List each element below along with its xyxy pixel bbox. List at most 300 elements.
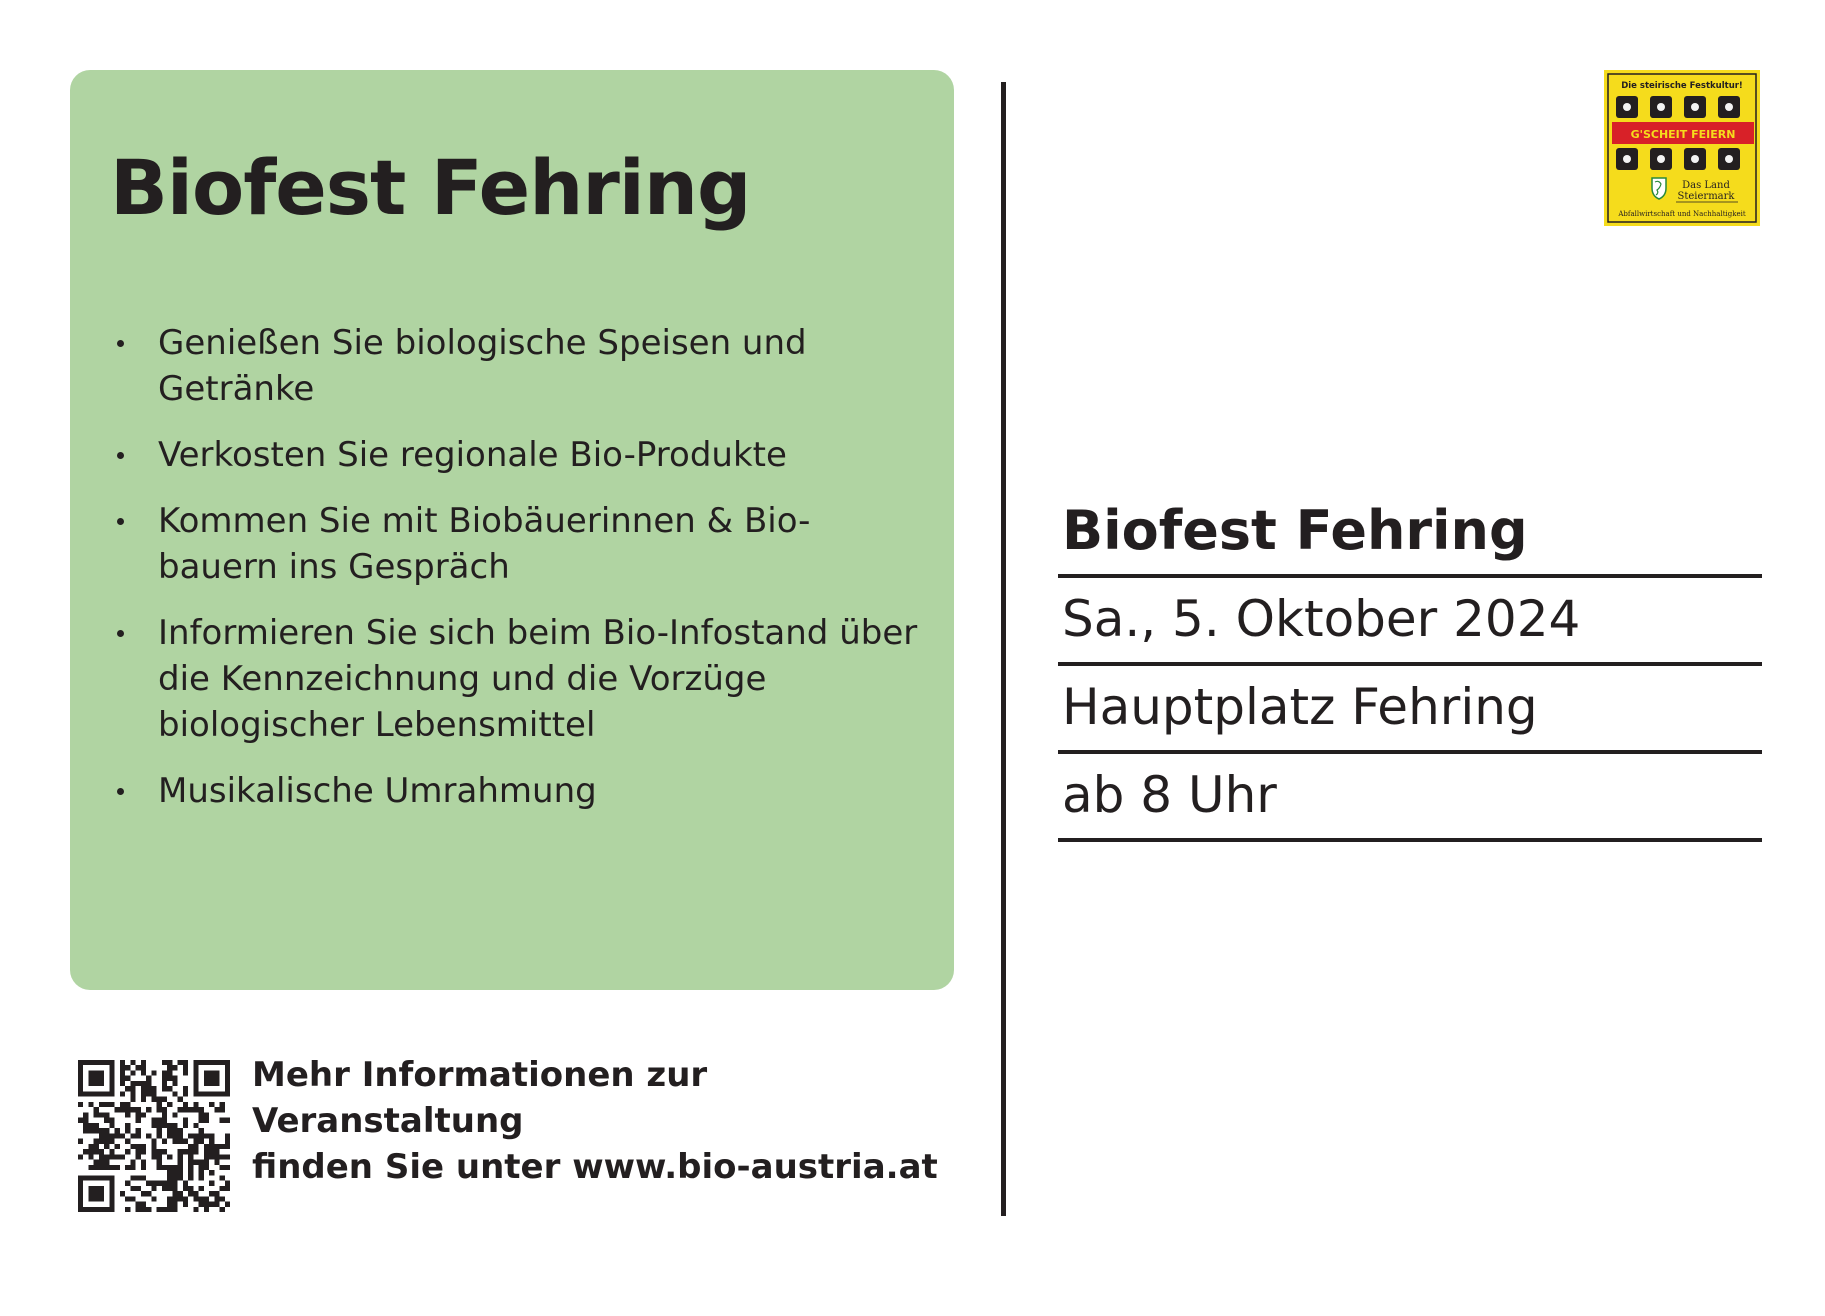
qr-module <box>109 1070 114 1075</box>
qr-module <box>172 1175 177 1180</box>
qr-module <box>99 1191 104 1196</box>
qr-module <box>146 1207 151 1212</box>
qr-module <box>136 1065 141 1070</box>
qr-module <box>99 1133 104 1138</box>
qr-module <box>204 1149 209 1154</box>
qr-module <box>146 1076 151 1081</box>
qr-module <box>141 1202 146 1207</box>
qr-module <box>157 1154 162 1159</box>
qr-module <box>157 1149 162 1154</box>
qr-module <box>172 1202 177 1207</box>
qr-module <box>167 1175 172 1180</box>
qr-module <box>120 1107 125 1112</box>
qr-module <box>109 1191 114 1196</box>
qr-module <box>220 1196 225 1201</box>
qr-module <box>214 1091 219 1096</box>
qr-module <box>167 1165 172 1170</box>
qr-module <box>88 1128 93 1133</box>
qr-module <box>78 1070 83 1075</box>
qr-module <box>162 1060 167 1065</box>
list-item <box>110 320 920 412</box>
qr-module <box>167 1065 172 1070</box>
qr-module <box>214 1160 219 1165</box>
qr-module <box>162 1123 167 1128</box>
qr-module <box>88 1207 93 1212</box>
logo-banner-text: G'SCHEIT FEIERN <box>1630 128 1736 141</box>
qr-module <box>157 1107 162 1112</box>
qr-module <box>225 1070 230 1075</box>
qr-module <box>220 1144 225 1149</box>
qr-module <box>225 1086 230 1091</box>
qr-module <box>162 1070 167 1075</box>
event-title: Biofest Fehring <box>1058 496 1762 578</box>
qr-module <box>88 1154 93 1159</box>
qr-module <box>136 1144 141 1149</box>
qr-module <box>209 1149 214 1154</box>
qr-module <box>151 1086 156 1091</box>
bullet-icon <box>117 452 124 459</box>
qr-module <box>188 1160 193 1165</box>
qr-module <box>146 1081 151 1086</box>
list-item <box>110 610 920 748</box>
qr-module <box>141 1060 146 1065</box>
qr-module <box>172 1123 177 1128</box>
qr-module <box>151 1186 156 1191</box>
qr-module <box>94 1139 99 1144</box>
qr-module <box>214 1202 219 1207</box>
qr-module <box>125 1102 130 1107</box>
qr-module <box>178 1097 183 1102</box>
qr-module <box>204 1144 209 1149</box>
qr-module <box>172 1081 177 1086</box>
qr-module <box>120 1076 125 1081</box>
qr-module <box>162 1076 167 1081</box>
qr-module <box>130 1060 135 1065</box>
qr-module <box>204 1081 209 1086</box>
qr-module <box>162 1112 167 1117</box>
qr-module <box>88 1091 93 1096</box>
qr-module <box>172 1207 177 1212</box>
qr-module <box>178 1149 183 1154</box>
qr-module <box>83 1123 88 1128</box>
qr-module <box>162 1207 167 1212</box>
qr-module <box>178 1196 183 1201</box>
qr-module <box>78 1186 83 1191</box>
qr-module <box>178 1175 183 1180</box>
qr-module <box>157 1118 162 1123</box>
qr-module <box>209 1070 214 1075</box>
qr-module <box>78 1191 83 1196</box>
qr-module <box>183 1196 188 1201</box>
qr-module <box>193 1065 198 1070</box>
qr-module <box>199 1186 204 1191</box>
qr-code-icon[interactable] <box>78 1060 230 1212</box>
qr-module <box>115 1128 120 1133</box>
qr-module <box>83 1149 88 1154</box>
qr-module <box>83 1175 88 1180</box>
qr-module <box>188 1175 193 1180</box>
qr-module <box>94 1060 99 1065</box>
qr-module <box>78 1060 83 1065</box>
qr-module <box>141 1207 146 1212</box>
qr-module <box>94 1191 99 1196</box>
qr-module <box>199 1118 204 1123</box>
qr-module <box>167 1128 172 1133</box>
list-item-text: Kommen Sie mit Biobäuerinnen & Bio-bauern ins Gespräch <box>158 501 811 587</box>
qr-module <box>172 1191 177 1196</box>
qr-module <box>178 1165 183 1170</box>
more-info-text <box>252 1052 972 1190</box>
qr-module <box>204 1207 209 1212</box>
qr-module <box>83 1060 88 1065</box>
qr-module <box>183 1091 188 1096</box>
qr-module <box>193 1076 198 1081</box>
qr-module <box>130 1097 135 1102</box>
qr-module <box>204 1196 209 1201</box>
qr-module <box>209 1133 214 1138</box>
logo-org-line-2: Steiermark <box>1677 191 1735 202</box>
info-card <box>70 70 954 990</box>
qr-module <box>178 1170 183 1175</box>
event-details <box>1058 496 1762 842</box>
qr-module <box>88 1175 93 1180</box>
feature-list <box>110 320 920 834</box>
qr-module <box>178 1154 183 1159</box>
qr-module <box>204 1165 209 1170</box>
qr-module <box>209 1102 214 1107</box>
qr-module <box>141 1070 146 1075</box>
qr-module <box>209 1144 214 1149</box>
qr-module <box>115 1165 120 1170</box>
qr-module <box>178 1139 183 1144</box>
qr-module <box>109 1102 114 1107</box>
qr-module <box>88 1102 93 1107</box>
qr-module <box>188 1149 193 1154</box>
qr-module <box>99 1102 104 1107</box>
qr-module <box>214 1081 219 1086</box>
qr-module <box>141 1086 146 1091</box>
qr-module <box>120 1060 125 1065</box>
qr-module <box>120 1154 125 1159</box>
qr-module <box>88 1186 93 1191</box>
qr-module <box>225 1118 230 1123</box>
qr-module <box>136 1133 141 1138</box>
logo-org-line-1: Das Land <box>1682 180 1730 191</box>
qr-module <box>141 1091 146 1096</box>
bullet-icon <box>117 630 124 637</box>
card-title: Biofest Fehring <box>110 143 751 232</box>
qr-module <box>125 1207 130 1212</box>
qr-module <box>220 1186 225 1191</box>
qr-module <box>130 1081 135 1086</box>
qr-module <box>225 1091 230 1096</box>
qr-module <box>78 1139 83 1144</box>
qr-module <box>151 1196 156 1201</box>
qr-module <box>162 1181 167 1186</box>
event-time: ab 8 Uhr <box>1058 754 1762 842</box>
qr-module <box>151 1139 156 1144</box>
qr-module <box>199 1175 204 1180</box>
qr-module <box>94 1149 99 1154</box>
qr-module <box>146 1181 151 1186</box>
qr-module <box>183 1186 188 1191</box>
qr-module <box>167 1060 172 1065</box>
more-info-line-1: Mehr Informationen zur Veranstaltung <box>252 1055 708 1141</box>
qr-module <box>125 1107 130 1112</box>
qr-module <box>88 1149 93 1154</box>
qr-module <box>183 1139 188 1144</box>
qr-module <box>109 1202 114 1207</box>
qr-module <box>214 1076 219 1081</box>
qr-module <box>167 1186 172 1191</box>
qr-module <box>78 1076 83 1081</box>
logo-bottom-text: Abfallwirtschaft und Nachhaltigkeit <box>1618 210 1746 218</box>
qr-module <box>125 1128 130 1133</box>
qr-module <box>104 1091 109 1096</box>
qr-module <box>172 1076 177 1081</box>
qr-module <box>220 1207 225 1212</box>
qr-module <box>99 1175 104 1180</box>
qr-module <box>172 1128 177 1133</box>
qr-module <box>199 1107 204 1112</box>
qr-module <box>88 1070 93 1075</box>
qr-module <box>172 1065 177 1070</box>
qr-module <box>225 1144 230 1149</box>
qr-module <box>199 1196 204 1201</box>
qr-module <box>178 1128 183 1133</box>
qr-module <box>193 1196 198 1201</box>
qr-module <box>104 1133 109 1138</box>
qr-module <box>99 1165 104 1170</box>
qr-module <box>193 1207 198 1212</box>
qr-module <box>78 1086 83 1091</box>
event-date: Sa., 5. Oktober 2024 <box>1058 578 1762 666</box>
qr-module <box>167 1070 172 1075</box>
qr-module <box>172 1112 177 1117</box>
qr-module <box>104 1144 109 1149</box>
qr-module <box>125 1149 130 1154</box>
qr-module <box>151 1070 156 1075</box>
qr-module <box>162 1107 167 1112</box>
qr-module <box>88 1060 93 1065</box>
qr-module <box>204 1154 209 1159</box>
qr-module <box>167 1102 172 1107</box>
qr-module <box>183 1118 188 1123</box>
bullet-icon <box>117 340 124 347</box>
qr-module <box>120 1191 125 1196</box>
qr-module <box>136 1118 141 1123</box>
qr-module <box>83 1112 88 1117</box>
qr-module <box>167 1207 172 1212</box>
qr-module <box>151 1154 156 1159</box>
qr-module <box>167 1202 172 1207</box>
qr-module <box>151 1123 156 1128</box>
qr-module <box>188 1144 193 1149</box>
qr-module <box>167 1076 172 1081</box>
qr-module <box>167 1196 172 1201</box>
list-item-text: Verkosten Sie regionale Bio-Produkte <box>158 435 787 475</box>
vertical-divider <box>1001 82 1006 1216</box>
qr-module <box>183 1149 188 1154</box>
qr-module <box>167 1154 172 1159</box>
qr-module <box>146 1191 151 1196</box>
list-item-text: Informieren Sie sich beim Bio-Infostand über die Kennzeichnung und die Vorzüge biologischer Lebensmittel <box>158 613 918 745</box>
qr-module <box>120 1091 125 1096</box>
qr-module <box>193 1086 198 1091</box>
qr-module <box>136 1149 141 1154</box>
qr-module <box>199 1060 204 1065</box>
qr-module <box>188 1186 193 1191</box>
qr-module <box>193 1133 198 1138</box>
qr-module <box>193 1149 198 1154</box>
qr-module <box>130 1133 135 1138</box>
qr-module <box>193 1123 198 1128</box>
qr-module <box>157 1097 162 1102</box>
qr-module <box>204 1070 209 1075</box>
qr-module <box>225 1202 230 1207</box>
qr-module <box>188 1170 193 1175</box>
qr-module <box>204 1076 209 1081</box>
qr-module <box>94 1160 99 1165</box>
qr-module <box>204 1133 209 1138</box>
qr-module <box>109 1139 114 1144</box>
qr-module <box>157 1160 162 1165</box>
list-item <box>110 498 920 590</box>
qr-module <box>157 1207 162 1212</box>
qr-module <box>109 1181 114 1186</box>
qr-module <box>88 1196 93 1201</box>
qr-module <box>204 1118 209 1123</box>
qr-module <box>141 1097 146 1102</box>
list-item <box>110 768 920 814</box>
qr-module <box>109 1123 114 1128</box>
qr-module <box>146 1107 151 1112</box>
qr-module <box>99 1081 104 1086</box>
qr-module <box>151 1091 156 1096</box>
qr-module <box>225 1154 230 1159</box>
qr-module <box>83 1207 88 1212</box>
qr-module <box>193 1070 198 1075</box>
qr-module <box>199 1139 204 1144</box>
qr-module <box>225 1060 230 1065</box>
logo-top-text: Die steirische Festkultur! <box>1621 81 1743 91</box>
qr-module <box>94 1123 99 1128</box>
qr-module <box>225 1065 230 1070</box>
qr-module <box>193 1081 198 1086</box>
qr-module <box>220 1060 225 1065</box>
qr-module <box>214 1144 219 1149</box>
qr-module <box>220 1175 225 1180</box>
qr-module <box>209 1170 214 1175</box>
qr-module <box>193 1160 198 1165</box>
qr-module <box>172 1139 177 1144</box>
qr-module <box>199 1128 204 1133</box>
qr-module <box>104 1139 109 1144</box>
qr-module <box>209 1202 214 1207</box>
qr-module <box>193 1139 198 1144</box>
qr-module <box>178 1191 183 1196</box>
qr-module <box>188 1165 193 1170</box>
qr-module <box>94 1186 99 1191</box>
qr-module <box>214 1154 219 1159</box>
qr-module <box>88 1165 93 1170</box>
qr-module <box>115 1133 120 1138</box>
event-place: Hauptplatz Fehring <box>1058 666 1762 754</box>
qr-module <box>109 1091 114 1096</box>
qr-module <box>78 1202 83 1207</box>
qr-module <box>151 1144 156 1149</box>
qr-module <box>130 1070 135 1075</box>
qr-module <box>115 1107 120 1112</box>
qr-module <box>104 1154 109 1159</box>
qr-module <box>183 1202 188 1207</box>
list-item-text: Musikalische Umrahmung <box>158 771 597 811</box>
qr-module <box>109 1118 114 1123</box>
qr-module <box>199 1091 204 1096</box>
qr-module <box>130 1086 135 1091</box>
qr-module <box>225 1076 230 1081</box>
qr-module <box>109 1081 114 1086</box>
qr-module <box>167 1123 172 1128</box>
qr-module <box>130 1196 135 1201</box>
qr-module <box>104 1118 109 1123</box>
more-info-line-2[interactable]: finden Sie unter www.bio-austria.at <box>252 1147 938 1187</box>
qr-module <box>188 1107 193 1112</box>
qr-module <box>172 1165 177 1170</box>
qr-module <box>99 1060 104 1065</box>
qr-module <box>172 1181 177 1186</box>
qr-module <box>94 1144 99 1149</box>
qr-module <box>88 1076 93 1081</box>
qr-module <box>104 1102 109 1107</box>
qr-module <box>183 1086 188 1091</box>
qr-module <box>136 1112 141 1117</box>
qr-module <box>136 1107 141 1112</box>
qr-module <box>183 1107 188 1112</box>
qr-module <box>136 1154 141 1159</box>
qr-module <box>136 1081 141 1086</box>
qr-module <box>162 1118 167 1123</box>
qr-module <box>99 1070 104 1075</box>
qr-module <box>193 1144 198 1149</box>
qr-module <box>109 1165 114 1170</box>
qr-module <box>151 1149 156 1154</box>
qr-module <box>136 1202 141 1207</box>
qr-module <box>109 1149 114 1154</box>
qr-module <box>94 1081 99 1086</box>
qr-module <box>141 1160 146 1165</box>
qr-module <box>204 1060 209 1065</box>
gscheit-feiern-logo-icon <box>1604 70 1760 226</box>
qr-module <box>199 1170 204 1175</box>
qr-module <box>125 1196 130 1201</box>
qr-module <box>136 1128 141 1133</box>
qr-module <box>157 1102 162 1107</box>
qr-module <box>167 1170 172 1175</box>
qr-module <box>94 1091 99 1096</box>
qr-module <box>188 1133 193 1138</box>
qr-module <box>172 1091 177 1096</box>
qr-module <box>136 1175 141 1180</box>
qr-module <box>104 1165 109 1170</box>
qr-module <box>109 1175 114 1180</box>
qr-module <box>193 1091 198 1096</box>
qr-module <box>220 1091 225 1096</box>
qr-module <box>178 1060 183 1065</box>
qr-module <box>204 1091 209 1096</box>
qr-module <box>83 1091 88 1096</box>
qr-module <box>183 1065 188 1070</box>
